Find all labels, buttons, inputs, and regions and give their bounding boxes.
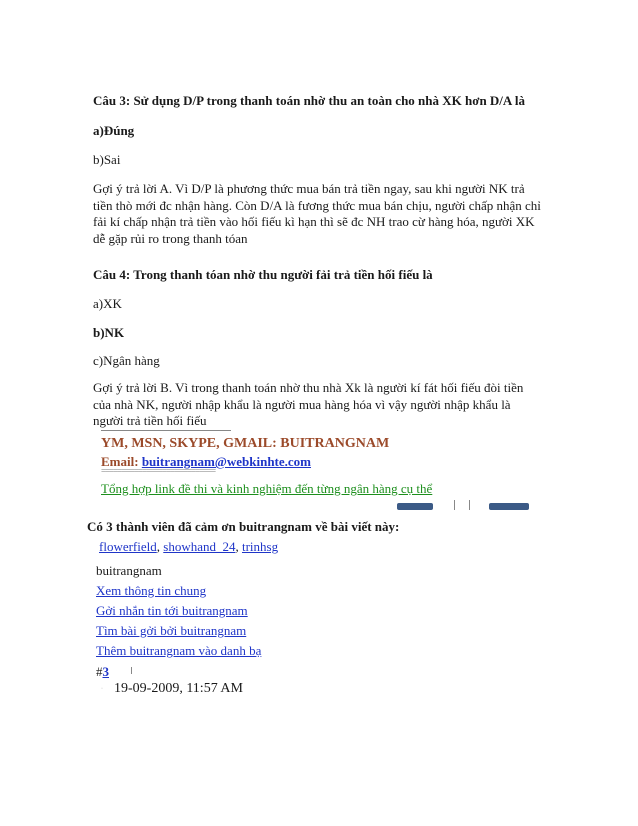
email-label: Email:: [101, 454, 142, 469]
q3-option-a: a)Đúng: [93, 123, 135, 138]
menu-find-posts[interactable]: Tìm bài gởi bởi buitrangnam: [96, 623, 247, 638]
q4-hint: [93, 380, 533, 430]
hint-line: người trả tiền hối fiếu: [93, 413, 207, 428]
menu-send-message[interactable]: Gởi nhắn tin tới buitrangnam: [96, 603, 248, 618]
menu-add-contact[interactable]: Thêm buitrangnam vào danh bạ: [96, 643, 262, 658]
hint-line: của nhà NK, người nhập khẩu là người mua hàng hóa vì vậy người nhập khẩu là: [93, 396, 511, 412]
thanks-button[interactable]: [489, 503, 529, 510]
q4-option-a: a)XK: [93, 296, 122, 311]
q3-option-b: b)Sai: [93, 152, 121, 167]
hint-line: tiền thò mới đc nhận hàng. Còn D/A là fương thức mua bán chịu, người chấp nhận chỉ: [93, 197, 541, 213]
signature-separator: ============================: [101, 466, 216, 476]
quote-button[interactable]: [397, 503, 433, 510]
thanks-user-link[interactable]: trinhsg: [241, 539, 279, 554]
q4-option-c: c)Ngân hàng: [93, 353, 160, 368]
signature-divider: [101, 430, 231, 431]
menu-view-profile[interactable]: Xem thông tin chung: [96, 583, 207, 598]
hint-line: fải kí chấp nhận trả tiền vào hối fiếu kì hạn thì sẽ đc NH trao cừ hàng hóa, người XK: [93, 214, 535, 229]
thanks-user-link[interactable]: showhand_24: [163, 539, 236, 554]
thanks-user-link[interactable]: flowerfield: [99, 539, 157, 554]
q3-hint: [93, 181, 541, 247]
separator-icon: [469, 500, 473, 510]
q4-option-b: b)NK: [93, 325, 125, 340]
post-icon: ·: [101, 686, 103, 692]
separator-icon: [454, 500, 458, 510]
post-number-link[interactable]: 3: [102, 664, 109, 679]
exam-links[interactable]: Tổng hợp link đề thi và kinh nghiệm đến từng ngân hàng cụ thể: [101, 481, 433, 496]
signature-contacts: YM, MSN, SKYPE, GMAIL: BUITRANGNAM: [101, 436, 390, 451]
hint-line: Gợi ý trả lời A. Vì D/P là phương thức mua bán trả tiền ngay, sau khi người NK trả: [93, 181, 525, 196]
username: buitrangnam: [96, 563, 162, 578]
thanks-users: flowerfield, showhand_24, trinhsg: [99, 539, 279, 554]
q4-question: Câu 4: Trong thanh tóan nhờ thu người fải trả tiền hối fiếu là: [93, 267, 433, 282]
q3-question: Câu 3: Sử dụng D/P trong thanh toán nhờ thu an toàn cho nhà XK hơn D/A là: [93, 93, 525, 108]
hint-line: dễ gặp rủi ro trong thanh tóan: [93, 230, 248, 246]
email-link[interactable]: buitrangnam@webkinhte.com: [141, 454, 312, 469]
post-number: [96, 664, 109, 680]
hint-line: Gợi ý trả lời B. Vì trong thanh toán nhờ thu nhà Xk là người kí fát hối fiếu đòi tiền: [93, 380, 524, 395]
separator-icon: [131, 667, 135, 674]
post-timestamp: 19-09-2009, 11:57 AM: [114, 681, 243, 696]
thanks-heading: Có 3 thành viên đã cảm ơn buitrangnam về bài viết này:: [87, 519, 400, 534]
post-number-prefix: #: [96, 664, 103, 679]
